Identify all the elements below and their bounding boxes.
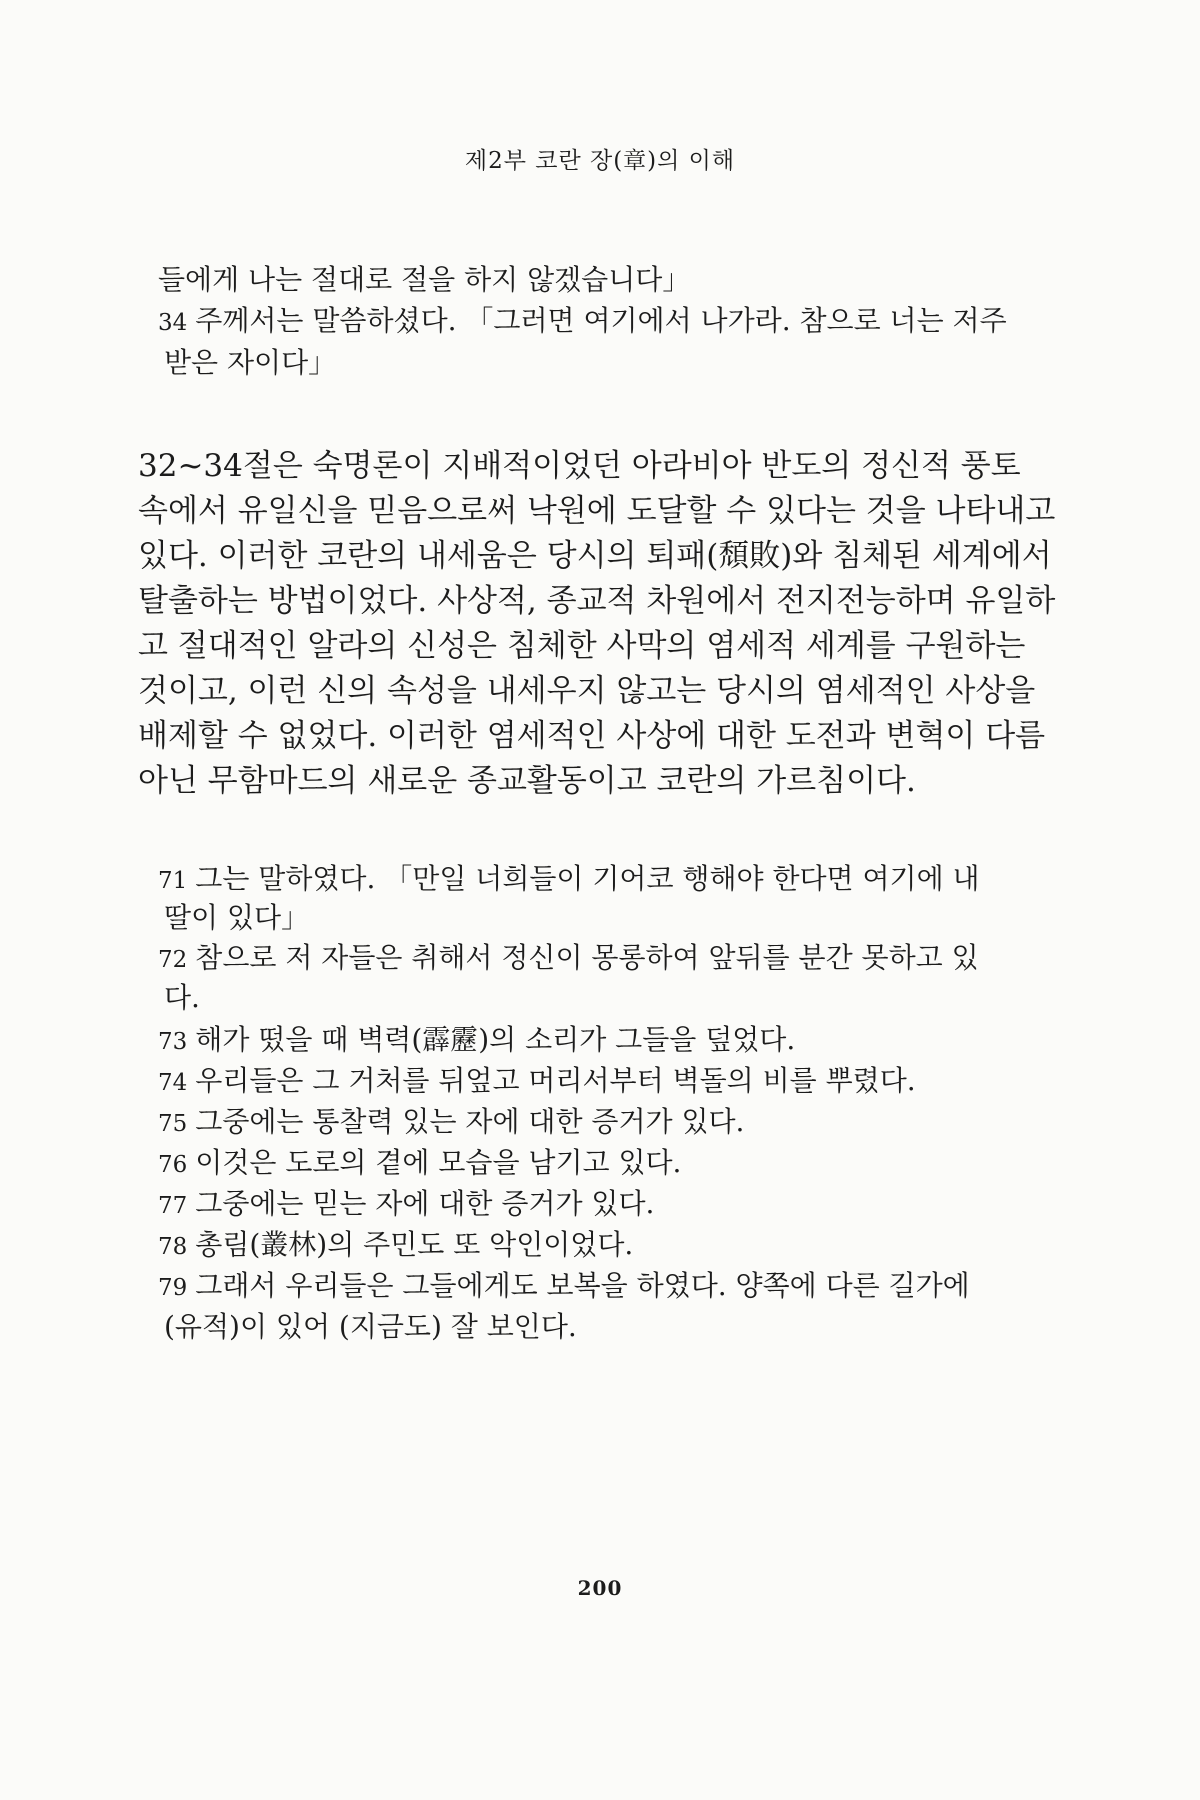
verse-72-line-1 xyxy=(158,940,1058,978)
verse-text: 해가 떴을 때 벽력(霹靂)의 소리가 그들을 덮었다. xyxy=(195,1023,796,1056)
verse-text: 총림(叢林)의 주민도 또 악인이었다. xyxy=(195,1228,634,1261)
verse-72-line-2: 다. xyxy=(164,981,200,1014)
verse-73 xyxy=(158,1022,1058,1060)
commentary-line: 아닌 무함마드의 새로운 종교활동이고 코란의 가르침이다. xyxy=(138,763,916,799)
commentary-line: 32~34절은 숙명론이 지배적이었던 아라비아 반도의 정신적 풍토 xyxy=(138,448,1021,484)
verse-76 xyxy=(158,1145,1058,1183)
verse-continuation-line: 들에게 나는 절대로 절을 하지 않겠습니다」 xyxy=(158,263,691,296)
verse-34-line-1 xyxy=(158,303,1058,341)
verse-78 xyxy=(158,1227,1058,1265)
verse-number: 78 xyxy=(158,1234,188,1260)
verse-number: 75 xyxy=(158,1111,188,1137)
verse-77 xyxy=(158,1186,1058,1224)
commentary-line: 것이고, 이런 신의 속성을 내세우지 않고는 당시의 염세적인 사상을 xyxy=(138,673,1036,709)
verse-text: 그중에는 믿는 자에 대한 증거가 있다. xyxy=(195,1187,655,1220)
commentary-line: 있다. 이러한 코란의 내세움은 당시의 퇴패(頹敗)와 침체된 세계에서 xyxy=(138,538,1052,574)
commentary-line: 배제할 수 없었다. 이러한 염세적인 사상에 대한 도전과 변혁이 다름 xyxy=(138,718,1046,754)
commentary-line: 속에서 유일신을 믿음으로써 낙원에 도달할 수 있다는 것을 나타내고 xyxy=(138,493,1056,529)
verse-number: 72 xyxy=(158,947,188,973)
verse-number: 73 xyxy=(158,1029,188,1055)
verse-number: 77 xyxy=(158,1193,188,1219)
verse-71-line-1 xyxy=(158,861,1058,899)
verse-text: 주께서는 말씀하셨다. 「그러면 여기에서 나가라. 참으로 너는 저주 xyxy=(195,304,1007,337)
running-header: 제2부 코란 장(章)의 이해 xyxy=(464,148,736,174)
page-number: 200 xyxy=(577,1576,623,1600)
verse-79-line-2: (유적)이 있어 (지금도) 잘 보인다. xyxy=(164,1310,577,1343)
verse-text: 참으로 저 자들은 취해서 정신이 몽롱하여 앞뒤를 분간 못하고 있 xyxy=(195,941,979,974)
verse-text: 우리들은 그 거처를 뒤엎고 머리서부터 벽돌의 비를 뿌렸다. xyxy=(195,1064,916,1097)
verse-number: 74 xyxy=(158,1070,188,1096)
verse-number: 76 xyxy=(158,1152,188,1178)
verse-number: 34 xyxy=(158,310,188,336)
verse-34-line-2: 받은 자이다」 xyxy=(164,346,337,379)
verse-number: 79 xyxy=(158,1275,188,1301)
commentary-line: 고 절대적인 알라의 신성은 침체한 사막의 염세적 세계를 구원하는 xyxy=(138,628,1026,664)
verse-71-line-2: 딸이 있다」 xyxy=(164,901,310,934)
verse-number: 71 xyxy=(158,868,188,894)
verse-text: 그중에는 통찰력 있는 자에 대한 증거가 있다. xyxy=(195,1105,745,1138)
verse-74 xyxy=(158,1063,1058,1101)
verse-text: 이것은 도로의 곁에 모습을 남기고 있다. xyxy=(195,1146,682,1179)
verse-text: 그는 말하였다. 「만일 너희들이 기어코 행해야 한다면 여기에 내 xyxy=(195,862,980,895)
commentary-line: 탈출하는 방법이었다. 사상적, 종교적 차원에서 전지전능하며 유일하 xyxy=(138,583,1056,619)
verse-text: 그래서 우리들은 그들에게도 보복을 하였다. 양쪽에 다른 길가에 xyxy=(195,1269,970,1302)
verse-79-line-1 xyxy=(158,1268,1058,1306)
verse-75 xyxy=(158,1104,1058,1142)
